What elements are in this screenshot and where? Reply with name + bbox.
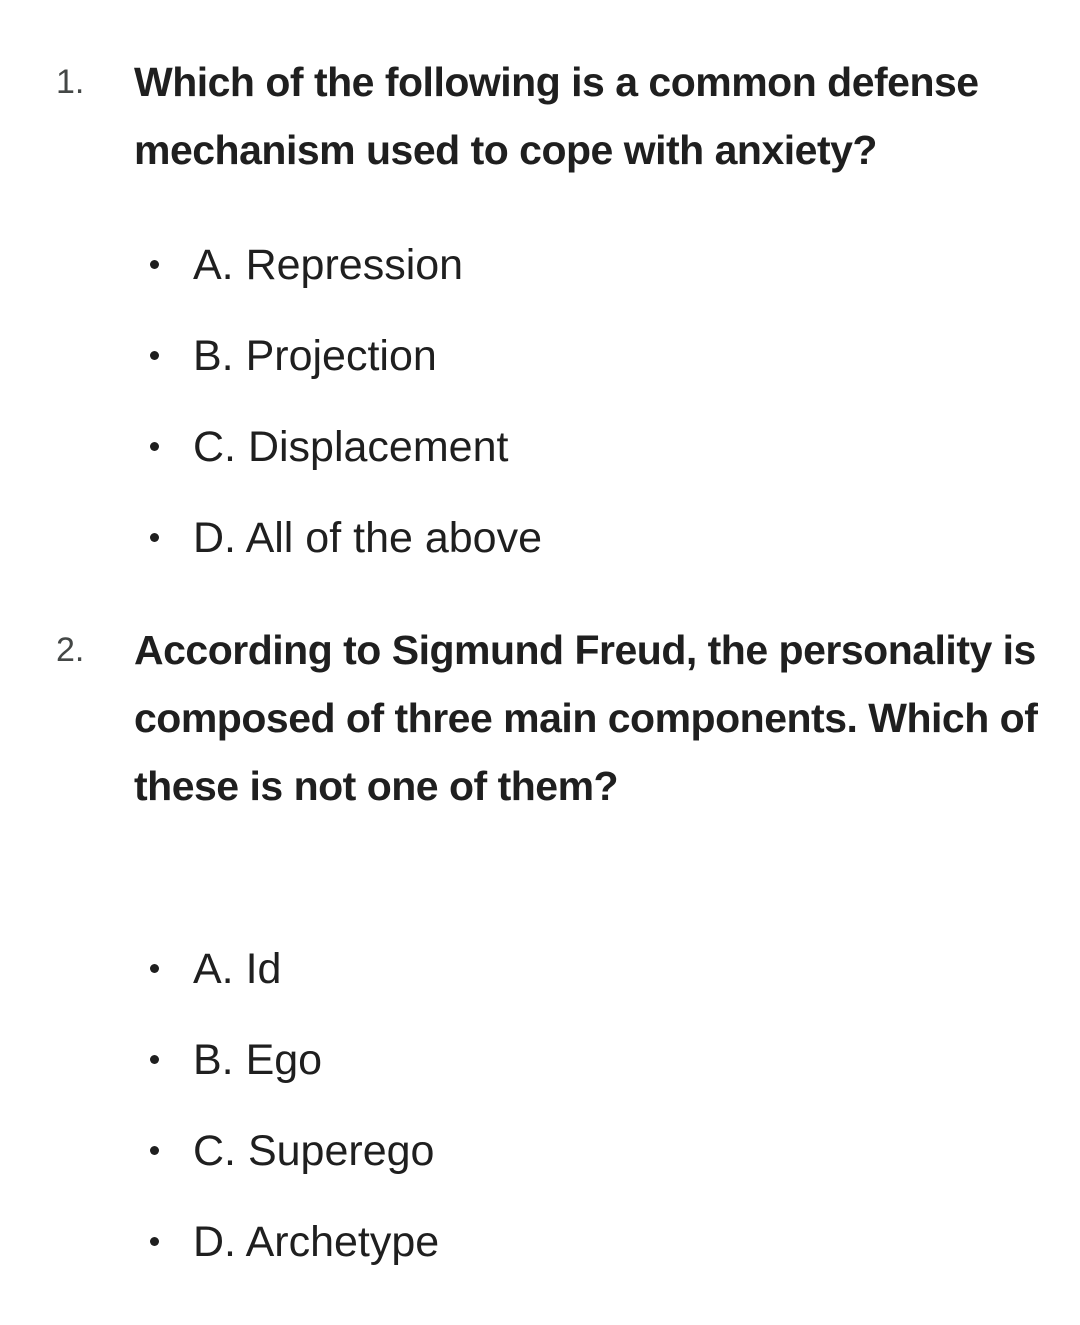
bullet-icon [150,964,159,973]
bullet-icon [150,442,159,451]
question-number: 2. [56,631,85,669]
question-number: 1. [56,63,85,101]
option-item [0,1212,1080,1272]
bullet-icon [150,1146,159,1155]
option-item [0,235,1080,295]
bullet-icon [150,1055,159,1064]
option-label: C. Superego [193,1127,435,1175]
question-text: Which of the following is a common defense mechanism used to cope with anxiety? [134,59,979,173]
option-label: D. All of the above [193,514,542,562]
bullet-icon [150,351,159,360]
option-label: B. Ego [193,1036,323,1084]
option-item [0,508,1080,568]
option-label: A. Repression [193,241,464,289]
question-text: According to Sigmund Freud, the personality is composed of three main components. Which of these is not one of them? [134,627,1038,809]
option-item [0,1121,1080,1181]
bullet-icon [150,533,159,542]
option-item [0,417,1080,477]
option-item [0,939,1080,999]
option-item [0,326,1080,386]
option-label: C. Displacement [193,423,509,471]
bullet-icon [150,1237,159,1246]
option-item [0,1030,1080,1090]
option-label: B. Projection [193,332,437,380]
option-label: D. Archetype [193,1218,440,1266]
option-label: A. Id [193,945,282,993]
bullet-icon [150,260,159,269]
